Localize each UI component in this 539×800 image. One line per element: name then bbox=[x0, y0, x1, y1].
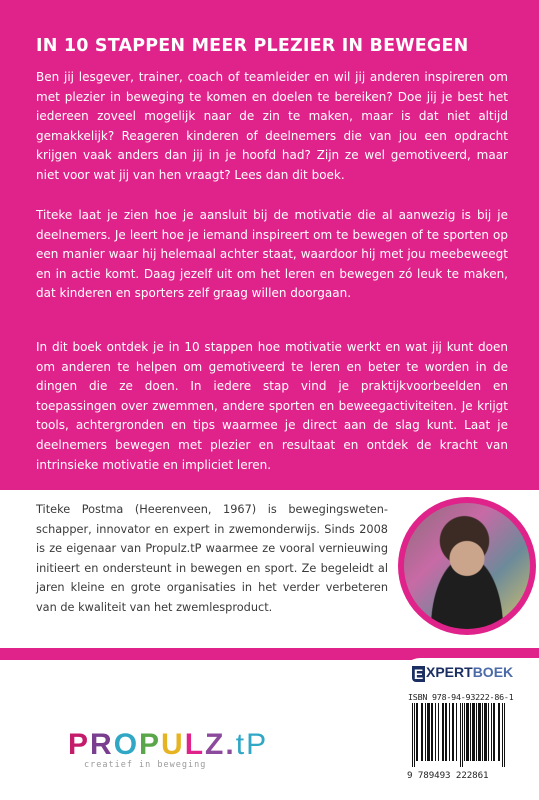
barcode-bar bbox=[438, 703, 439, 761]
isbn-label: ISBN 978-94-93222-86-1 bbox=[408, 692, 514, 702]
barcode-bar bbox=[416, 703, 418, 761]
barcode-bar bbox=[498, 703, 500, 761]
barcode-bar bbox=[412, 703, 413, 767]
logo-letter: O bbox=[113, 728, 140, 761]
barcode-bar bbox=[431, 703, 433, 761]
barcode-bar bbox=[493, 703, 495, 761]
publisher-word-a: XPERT bbox=[426, 664, 473, 680]
barcode-bar bbox=[421, 703, 423, 761]
barcode-bar bbox=[425, 703, 426, 761]
logo-letter: P bbox=[139, 728, 162, 761]
barcode-bar bbox=[427, 703, 430, 761]
blurb-paragraph-2: Titeke laat je zien hoe je aansluit bij de motivatie die al aanwezig is bij je deelnemers. Je leert hoe je iemand inspireert om te bewegen of te sporten op een manier waar hij helemaal achter staat, waardoor hij met jou meebeweegt en in actie komt. Daag jezelf uit om het leren en bewegen zó leuk te maken, dat kinderen en sporters zelf graag willen doorgaan. bbox=[36, 208, 508, 301]
publisher-word-b: BOEK bbox=[472, 664, 514, 680]
barcode-bar bbox=[482, 703, 483, 761]
barcode-bar bbox=[472, 703, 475, 761]
barcode-bar bbox=[470, 703, 471, 761]
barcode-bar bbox=[460, 703, 461, 767]
logo-letter: U bbox=[161, 728, 185, 761]
logo-letter: P bbox=[246, 728, 269, 761]
author-photo bbox=[404, 503, 530, 629]
barcode-bar bbox=[476, 703, 477, 761]
barcode-bar bbox=[442, 703, 444, 761]
barcode-bar bbox=[488, 703, 489, 761]
barcode-bar bbox=[466, 703, 469, 761]
barcode-bar bbox=[502, 703, 503, 767]
logo-tagline: creatief in beweging bbox=[84, 760, 207, 770]
publisher-logo bbox=[412, 662, 513, 682]
barcode-bar bbox=[464, 703, 465, 761]
barcode-digits: 9 789493 222861 bbox=[407, 770, 489, 781]
barcode-bar bbox=[435, 703, 436, 761]
barcode-bar bbox=[491, 703, 492, 761]
barcode-bar bbox=[449, 703, 450, 761]
back-cover-title: IN 10 STAPPEN MEER PLEZIER IN BEWEGEN bbox=[36, 36, 469, 56]
barcode-bar bbox=[452, 703, 454, 761]
barcode-bar bbox=[478, 703, 481, 761]
barcode-bar bbox=[414, 703, 415, 767]
author-bio: Titeke Postma (Heerenveen, 1967) is bewegingsweten-schapper, innovator en expert in zwemonderwijs. Sinds 2008 is ze eigenaar van Propulz.tP waarmee ze vooral vernieuwing initieert en ondersteunt in bewegen en sport. Ze begeleidt al jaren kleine en grote organisaties in het verder verbeteren van de kwaliteit van het zwemlesproduct. bbox=[36, 503, 388, 614]
logo-letter: t bbox=[235, 728, 247, 761]
barcode-bar bbox=[484, 703, 487, 761]
barcode-bar bbox=[504, 703, 505, 767]
logo-letter: Z bbox=[205, 728, 226, 761]
barcode-bars bbox=[410, 703, 532, 769]
logo-letter: P bbox=[68, 728, 91, 761]
publisher-mark: E bbox=[413, 666, 424, 682]
blurb-paragraph-3: In dit boek ontdek je in 10 stappen hoe motivatie werkt en wat jij kunt doen om anderen te helpen om gemotiveerd te leren en beter te worden in de dingen die ze doen. In iedere stap vind je praktijkvoorbeelden en toepassingen over zwemmen, andere sporten en beweegactiviteiten. Je krijgt tools, achtergronden en tips waarmee je direct aan de slag kunt. Laat je deelnemers bewegen met plezier en resultaat en ontdek de kracht van intrinsieke motivatie en impliciet leren. bbox=[36, 340, 508, 472]
logo-letter: L bbox=[184, 728, 206, 761]
barcode-bar bbox=[462, 703, 463, 767]
blurb-paragraph-1: Ben jij lesgever, trainer, coach of teamleider en wil jij anderen inspireren om met plezier in beweging te komen en doelen te bereiken? Doe jij je best het iedereen zoveel mogelijk naar de zin te maken, maar is dat niet altijd gemakkelijk? Reageren kinderen of deelnemers die van jou een opdracht krijgen vaak anders dan jij in je hoofd had? Zijn ze wel gemotiveerd, maar niet voor wat jij van hen vraagt? Lees dan dit boek. bbox=[36, 70, 508, 182]
barcode-bar bbox=[445, 703, 447, 761]
logo-letter: . bbox=[225, 728, 236, 761]
propulz-logo bbox=[68, 727, 268, 763]
logo-letter: R bbox=[90, 728, 114, 761]
barcode-bar bbox=[456, 703, 457, 761]
